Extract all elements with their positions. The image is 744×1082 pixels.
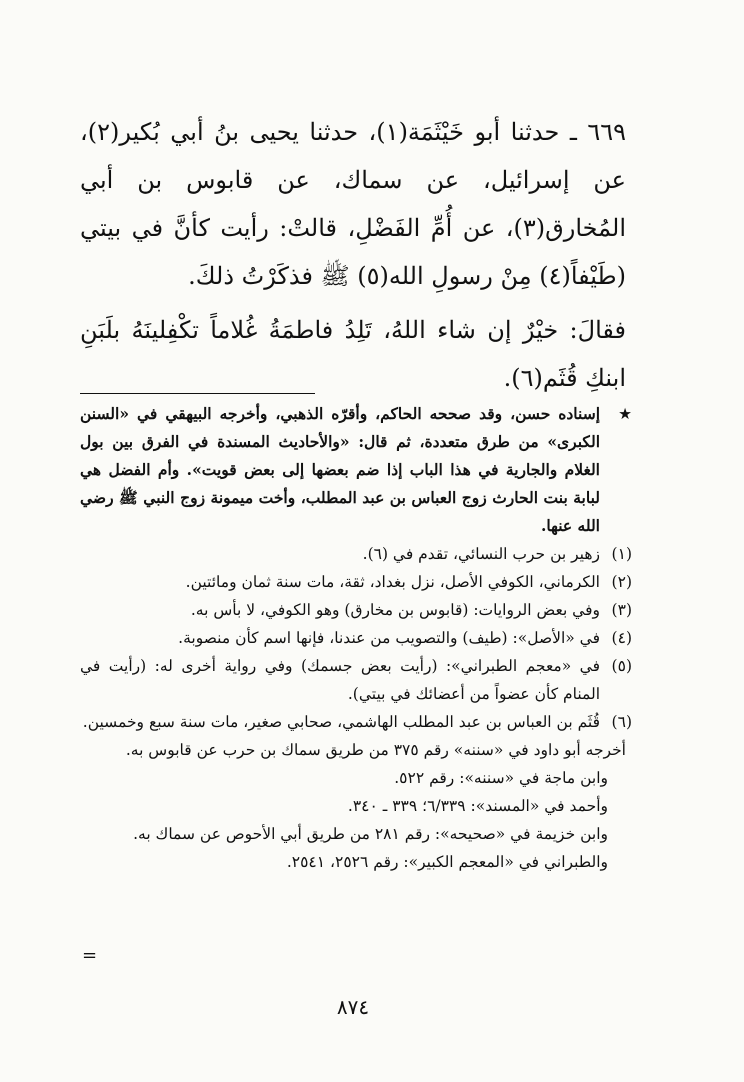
footnote-text: قُثَم بن العباس بن عبد المطلب الهاشمي، صحابي صغير، مات سنة سبع وخمسين. xyxy=(82,713,600,731)
footnote-text: الكرماني، الكوفي الأصل، نزل بغداد، ثقة، مات سنة ثمان ومائتين. xyxy=(185,573,600,591)
source-reference: وابن ماجة في «سننه»: رقم ٥٢٢. xyxy=(394,769,608,787)
footnote-marker: (٦) xyxy=(611,713,632,731)
footnote-item xyxy=(80,568,632,596)
footnote-marker: (٣) xyxy=(611,601,632,619)
source-reference: والطبراني في «المعجم الكبير»: رقم ٢٥٢٦، ٢٥٤١. xyxy=(286,853,608,871)
footnote-marker: (٤) xyxy=(611,629,632,647)
source-reference: وابن خزيمة في «صحيحه»: رقم ٢٨١ من طريق أبي الأحوص عن سماك به. xyxy=(133,825,608,843)
hadith-text xyxy=(80,108,626,402)
hadith-paragraph: ٦٦٩ ـ حدثنا أبو خَيْثَمَة(١)، حدثنا يحيى بنُ أبي بُكير(٢)، عن إسرائيل، عن سماك، عن قابوس بن أبي المُخارق(٣)، عن أُمِّ الفَضْلِ، قالتْ: رأيت كأنَّ في بيتي (طَيْفاً(٤) مِنْ رسولِ الله(٥) ﷺ فذكَرْتُ ذلكَ. xyxy=(80,118,627,290)
footnote-text: في «معجم الطبراني»: (رأيت بعض جسمك) وفي رواية أخرى له: (رأيت في المنام كأن عضواً من أعضائك في بيتي). xyxy=(80,657,600,703)
footnote-item xyxy=(80,652,632,708)
footnote-marker: ★ xyxy=(618,405,632,423)
page-number: ٨٧٤ xyxy=(336,995,370,1019)
footnote-text: وفي بعض الروايات: (قابوس بن مخارق) وهو الكوفي، لا بأس به. xyxy=(190,601,600,619)
continuation-mark: = xyxy=(82,945,98,966)
footnotes xyxy=(80,400,632,876)
footnote-item xyxy=(80,596,632,624)
footnote-item xyxy=(80,400,632,540)
footnote-divider xyxy=(80,393,315,394)
footnote-marker: (١) xyxy=(611,545,632,563)
book-page xyxy=(80,0,632,1082)
footnote-item xyxy=(80,708,632,736)
footnote-text: زهير بن حرب النسائي، تقدم في (٦). xyxy=(362,545,600,563)
hadith-paragraph: فقالَ: خيْرٌ إن شاء اللهُ، تَلِدُ فاطمَةُ غُلاماً تكْفِلينَهُ بلَبَنِ ابنكِ قُثَم(٦). xyxy=(80,316,626,392)
source-reference: وأحمد في «المسند»: ٦/٣٣٩؛ ٣٣٩ ـ ٣٤٠. xyxy=(347,797,608,815)
footnote-item xyxy=(80,540,632,568)
source-reference: أخرجه أبو داود في «سننه» رقم ٣٧٥ من طريق سماك بن حرب عن قابوس به. xyxy=(125,741,626,759)
footnote-item xyxy=(80,624,632,652)
footnote-marker: (٥) xyxy=(611,657,632,675)
footnote-text: إسناده حسن، وقد صححه الحاكم، وأقرّه الذهبي، وأخرجه البيهقي في «السنن الكبرى» من طرق متعددة، ثم قال: «والأحاديث المسندة في الفرق بين بول الغلام والجارية في هذا الباب إذا ضم بعضها إلى بعض قويت». وأم الفضل هي لبابة بنت الحارث زوج العباس بن عبد المطلب، وأخت ميمونة زوج النبي ﷺ رضي الله عنها. xyxy=(80,404,600,535)
footnote-text: في «الأصل»: (طيف) والتصويب من عندنا، فإنها اسم كأن منصوبة. xyxy=(178,629,600,647)
footnote-marker: (٢) xyxy=(611,573,632,591)
